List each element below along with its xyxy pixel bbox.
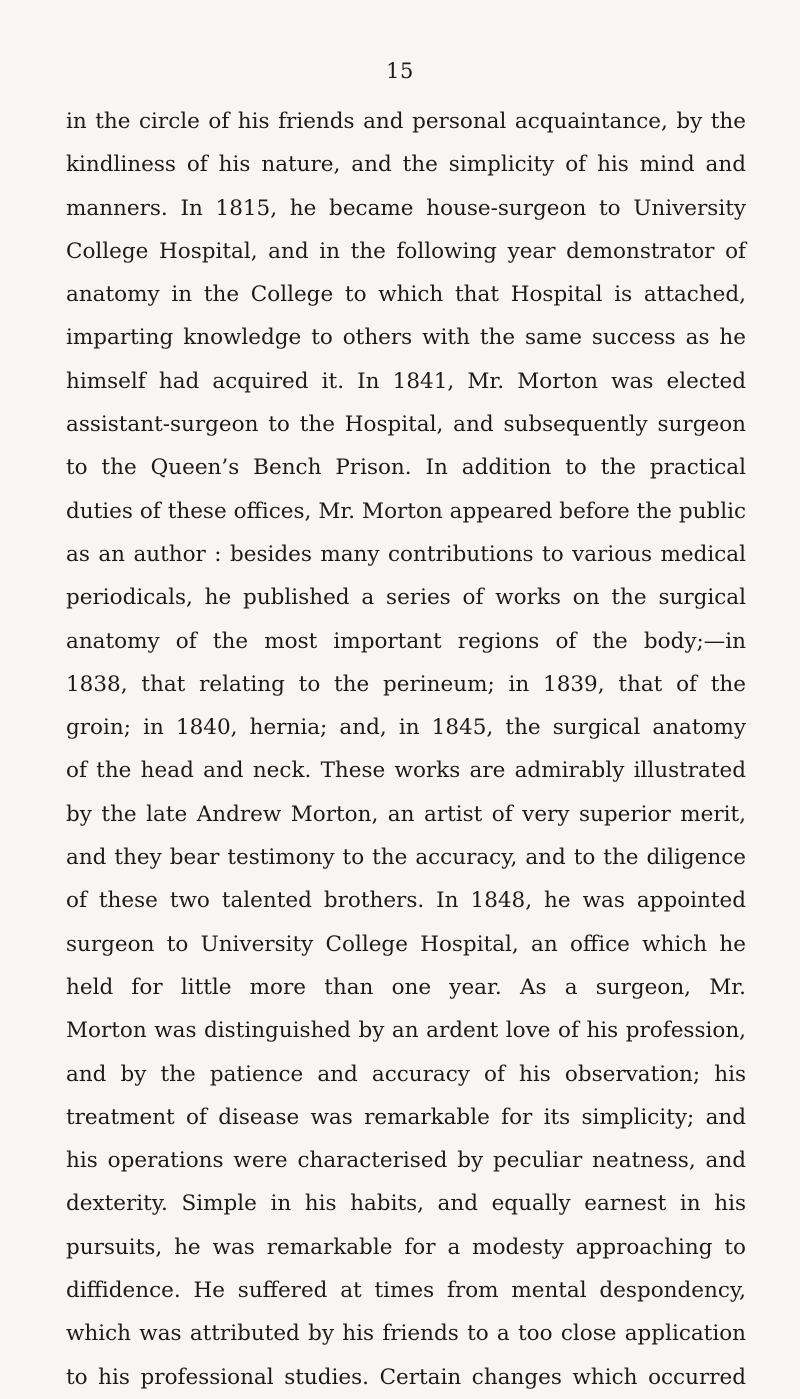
text-line: periodicals, he published a series of works on the surgical	[66, 585, 746, 611]
text-line: of these two talented brothers. In 1848, he was appointed	[66, 888, 746, 914]
text-line: by the late Andrew Morton, an artist of very superior merit,	[66, 801, 746, 827]
text-line: duties of these offices, Mr. Morton appeared before the public	[66, 498, 746, 524]
text-line: in the circle of his friends and personal acquaintance, by the	[66, 109, 746, 134]
page-number: 15	[386, 59, 414, 83]
text-line: anatomy in the College to which that Hospital is attached,	[66, 282, 746, 308]
text-line: Morton was distinguished by an ardent love of his profession,	[66, 1018, 746, 1044]
text-line: manners. In 1815, he became house-surgeon to University	[66, 195, 746, 221]
text-line: his operations were characterised by peculiar neatness, and	[66, 1148, 746, 1174]
text-line: kindliness of his nature, and the simplicity of his mind and	[66, 152, 746, 178]
text-line: held for little more than one year. As a surgeon, Mr.	[66, 974, 746, 1000]
text-line: of the head and neck. These works are admirably illustrated	[66, 758, 746, 784]
text-line: and by the patience and accuracy of his observation; his	[66, 1061, 746, 1087]
text-line: dexterity. Simple in his habits, and equally earnest in his	[66, 1191, 746, 1217]
text-line: treatment of disease was remarkable for its simplicity; and	[66, 1104, 746, 1130]
text-line: 1838, that relating to the perineum; in 1839, that of the	[66, 671, 746, 697]
text-line: as an author : besides many contributions to various medical	[66, 541, 746, 567]
text-line: pursuits, he was remarkable for a modesty approaching to	[66, 1234, 746, 1260]
text-line: and they bear testimony to the accuracy, and to the diligence	[66, 845, 746, 871]
text-line: groin; in 1840, hernia; and, in 1845, the surgical anatomy	[66, 715, 746, 741]
text-line: to the Queen’s Bench Prison. In addition to the practical	[66, 455, 746, 481]
text-line: to his professional studies. Certain changes which occurred	[66, 1364, 746, 1390]
text-line: himself had acquired it. In 1841, Mr. Morton was elected	[66, 368, 746, 394]
text-line: surgeon to University College Hospital, an office which he	[66, 931, 746, 957]
text-line: assistant-surgeon to the Hospital, and subsequently surgeon	[66, 412, 746, 438]
text-line: imparting knowledge to others with the same success as he	[66, 325, 746, 351]
body-text	[66, 100, 746, 1399]
text-line: College Hospital, and in the following year demonstrator of	[66, 238, 746, 264]
text-line: which was attributed by his friends to a too close application	[66, 1321, 746, 1347]
text-line: anatomy of the most important regions of the body;—in	[66, 628, 746, 654]
text-line: diffidence. He suffered at times from mental despondency,	[66, 1278, 746, 1304]
